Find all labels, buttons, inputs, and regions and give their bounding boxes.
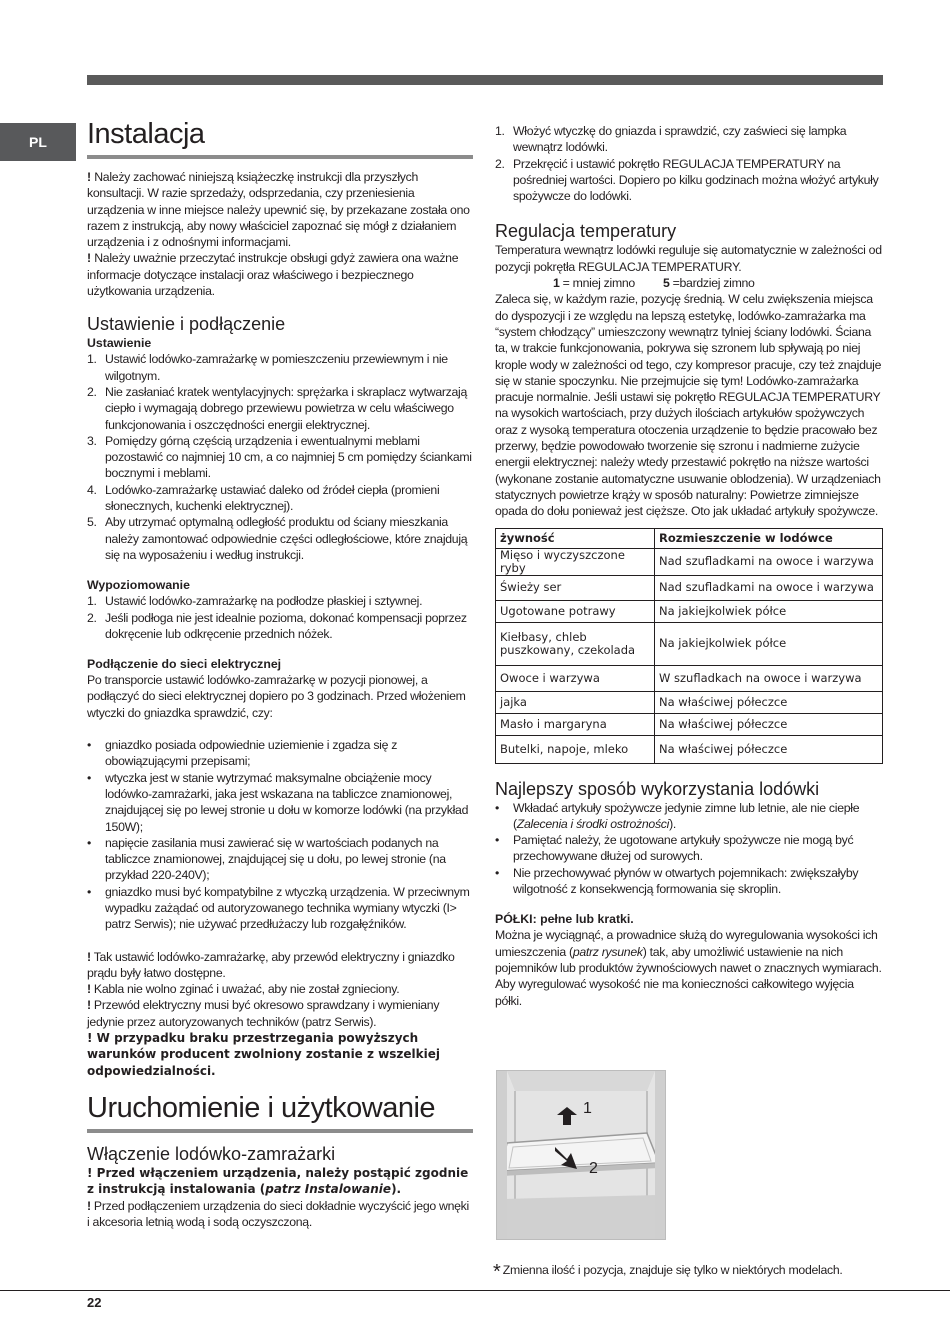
table-cell: Na właściwej półeczce <box>655 691 883 713</box>
list-item: • wtyczka jest w stanie wytrzymać maksymalne obciążenie mocy lodówko-zamrażarki, jaka jest wskazana na tabliczce znamionowej, znajdującej się po lewej stronie u dołu w komorze lodówki (na przykład 150W); <box>87 770 469 834</box>
list-item: 3. Pomiędzy górną częścią urządzenia i ewentualnymi meblami pozostawić co najmniej 10 cm, a co najmniej 5 cm pomiędzy ściankami bocznymi i meblami. <box>87 433 472 481</box>
temperature-paragraph-1: Temperatura wewnątrz lodówki reguluje się automatycznie w zależności od pozycji pokrętła REGULACJA TEMPERATURY. <box>495 243 882 274</box>
table-cell: Na jakiejkolwiek półce <box>655 622 883 665</box>
table-cell: Masło i margaryna <box>496 713 655 735</box>
page-number: 22 <box>87 1295 102 1310</box>
start-list <box>495 123 883 204</box>
switch-on-paragraph-1: ! Przed włączeniem urządzenia, należy postąpić zgodnie z instrukcją instalowania (patrz Instalowanie). <box>87 1165 469 1197</box>
section-title-installation: Instalacja <box>87 117 473 159</box>
section-title-startup: Uruchomienie i użytkowanie <box>87 1091 473 1133</box>
figure-label-2: 2 <box>589 1160 598 1177</box>
table-cell: W szufladkach na owoce i warzywa <box>655 665 883 691</box>
list-item: 2. Nie zasłaniać kratek wentylacyjnych: sprężarka i skraplacz wytwarzają ciepło i wymagają dobrego przewiewu powietrza w celu właściwego funkcjonowania i oszczędności energii elektrycznej. <box>87 384 468 432</box>
list-item: 1. Ustawić lodówko-zamrażarkę w pomieszczeniu przewiewnym i nie wilgotnym. <box>87 352 448 383</box>
subsection-title-temperature: Regulacja temperatury <box>495 221 677 242</box>
table-row <box>496 665 883 691</box>
table-row <box>496 575 883 600</box>
electrical-paragraph: Po transporcie ustawić lodówko-zamrażarkę w pozycji pionowej, a podłączyć do sieci elektrycznej dopiero po 3 godzinach. Przed włożeniem wtyczki do gniazdka sprawdzić, czy: <box>87 673 466 720</box>
electrical-checklist <box>87 737 473 933</box>
list-item: • Nie przechowywać płynów w otwartych pojemnikach: zwiększałyby wilgotność z konsekwencją formowania się skroplin. <box>495 865 859 897</box>
table-row <box>496 548 883 575</box>
switch-on-paragraph-2: ! Przed podłączeniem urządzenia do sieci dokładnie wyczyścić jego wnęki i akcesoria letnią wodą i sodą oczyszczoną. <box>87 1198 469 1229</box>
list-item: • Pamiętać należy, że ugotowane artykuły spożywcze nie mogą być przechowywane dłużej od surowych. <box>495 833 854 864</box>
intro-paragraph-2: ! Należy uważnie przeczytać instrukcje obsługi gdyż zawiera ona ważne informacje dotyczące instalacji oraz właściwego i bezpiecznego użytkowania urządzenia. <box>87 251 459 299</box>
table-cell: Świeży ser <box>496 575 655 600</box>
intro-paragraph-1: ! Należy zachować niniejszą książeczkę instrukcji dla przyszłych konsultacji. W razie sprzedaży, odsprzedania, czy przeniesienia urządzenia w inne miejsce należy upewnić się, by przekazane została ono razem z instrukcją, aby nowy właściciel zapoznać się mógł z działaniem urządzenia i z odnośnymi informacjami. <box>87 170 470 250</box>
warning-2: ! Kabla nie wolno zginać i uważać, aby nie został zgnieciony. <box>87 982 400 997</box>
list-item: 2. Przekręcić i ustawić pokrętło REGULACJA TEMPERATURY na pośredniej wartości. Dopiero po kilku godzinach można włożyć artykuły spożywcze do lodówki. <box>495 156 879 204</box>
subsection-title-switch-on: Włączenie lodówko-zamrażarki <box>87 1143 336 1164</box>
right-column <box>495 123 883 1009</box>
table-cell: Na właściwej półeczce <box>655 735 883 763</box>
placement-subheading: Ustawienie <box>87 336 152 351</box>
best-use-list <box>495 800 883 898</box>
list-item: • gniazdko musi być kompatybilne z wtyczką urządzenia. W przeciwnym wypadku zażądać od autoryzowanego technika wymiany wtyczki (I> patrz Serwis); nie używać przedłużaczy lub rozgałęźników. <box>87 884 470 932</box>
left-column <box>87 117 473 1230</box>
list-item: 1. Ustawić lodówko-zamrażarkę na podłodze płaskiej i sztywnej. <box>87 594 423 609</box>
table-cell: Nad szufladkami na owoce i warzywa <box>655 575 883 600</box>
subsection-title-best-use: Najlepszy sposób wykorzystania lodówki <box>495 778 820 799</box>
table-cell: jajka <box>496 691 655 713</box>
list-item: 2. Jeśli podłoga nie jest idealnie pozioma, dokonać kompensacji poprzez dokręcenie lub odkręcenie przednich nóżek. <box>87 610 467 641</box>
table-cell: Owoce i warzywa <box>496 665 655 691</box>
placement-list <box>87 351 473 563</box>
table-cell: Ugotowane potrawy <box>496 600 655 622</box>
top-rule <box>87 75 883 85</box>
warning-1: ! Tak ustawić lodówko-zamrażarkę, aby przewód elektryczny i gniazdko prądu były łatwo dostępne. <box>87 949 455 980</box>
figure-label-1: 1 <box>583 1100 592 1117</box>
table-row <box>496 691 883 713</box>
list-item: 4. Lodówko-zamrażarkę ustawiać daleko od źródeł ciepła (promieni słonecznych, kuchenki elektrycznej). <box>87 482 440 514</box>
table-cell: Nad szufladkami na owoce i warzywa <box>655 548 883 575</box>
warning-4: ! W przypadku braku przestrzegania powyższych warunków producent zwolniony zostanie z wszelkiej odpowiedzialności. <box>87 1031 440 1078</box>
electrical-heading: Podłączenie do sieci elektrycznej <box>87 657 282 672</box>
leveling-heading: Wypoziomowanie <box>87 578 190 593</box>
leveling-list <box>87 593 473 642</box>
subsection-title-placement: Ustawienie i podłączenie <box>87 314 286 335</box>
shelf-figure <box>496 1070 666 1240</box>
table-row <box>496 713 883 735</box>
table-cell: Butelki, napoje, mleko <box>496 735 655 763</box>
footer-rule <box>0 1290 950 1291</box>
table-row <box>496 735 883 763</box>
list-item: 1. Włożyć wtyczkę do gniazda i sprawdzić, czy zaświeci się lampka wewnątrz lodówki. <box>495 124 847 155</box>
temperature-paragraph-2: Zaleca się, w każdym razie, pozycję średnią. W celu zwiększenia miejsca do dyspozycji i ze względu na lepszą estetykę, lodówko-zamrażarka ma “system chłodzący” umieszczony wewnątrz tylniej ściany lodówki. Ściana ta, w trakcie funkcjonowania, pokrywa się szronem lub spływają po niej krople wody w zależności od tego, czy kompresor pracuje, czy też znajduje się w stanie spoczynku. Nie przejmujcie się tym! Lodówko-zamrażarka pracuje normalnie. Jeśli ustawi się pokrętło REGULACJA TEMPERATURY na wysokich wartościach, przy dużych ilościach artykułów spożywczych oraz z wysoką temperatura otoczenia urządzenie to będzie pracowało bez przerwy, będzie powodowało tworzenie się szronu i nadmierne zużycie energii elektrycznej: należy wtedy przestawić pokrętło na niższe wartości (wykonane zostanie automatyczne usuwanie oblodzenia). W urządzeniach statycznych powietrze krąży w sposób naturalny: Powietrze zimniejsze opada do dołu ponieważ jest cięższe. Oto jak układać artykuły spożywcze. <box>495 292 882 519</box>
list-item: • Wkładać artykuły spożywcze jedynie zimne lub letnie, ale nie ciepłe (Zalecenia i środki ostrożności). <box>495 800 860 831</box>
language-tab: PL <box>0 123 76 161</box>
table-cell: Na właściwej półeczce <box>655 713 883 735</box>
table-header: żywność <box>496 528 655 548</box>
list-item: • gniazdko posiada odpowiednie uziemienie i zgadza się z obowiązującymi przepisami; <box>87 738 398 769</box>
table-row <box>496 622 883 665</box>
shelves-paragraph: Można je wyciągnąć, a prowadnice służą do wyregulowania wysokości ich umieszczenia (patrz rysunek) tak, aby umożliwić ustawienie na nich pojemników lub produktów żywnościowych nawet o znacznych wymiarach. Aby wyregulować wysokość nie ma konieczności całkowitego wyjęcia półki. <box>495 928 882 1008</box>
warning-3: ! Przewód elektryczny musi być okresowo sprawdzany i wymieniany jedynie przez autoryzowanych techników (patrz Serwis). <box>87 998 440 1029</box>
temperature-scale: 1 = mniej zimno 5 =bardziej zimno <box>553 276 755 291</box>
shelves-heading: PÓŁKI: pełne lub kratki. <box>495 912 634 927</box>
table-cell: Kiełbasy, chleb puszkowany, czekolada <box>496 622 655 665</box>
table-cell: Mięso i wyczyszczone ryby <box>496 548 655 575</box>
table-header-row <box>496 528 883 548</box>
food-placement-table <box>495 528 883 764</box>
list-item: • napięcie zasilania musi zawierać się w wartościach podanych na tabliczce znamionowej, znajdującej się u dołu, po lewej stronie (na przykład 220-240V); <box>87 835 446 883</box>
footnote: * Zmienna ilość i pozycja, znajduje się tylko w niektórych modelach. <box>493 1261 843 1283</box>
table-cell: Na jakiejkolwiek półce <box>655 600 883 622</box>
shelf-illustration <box>497 1071 665 1239</box>
list-item: 5. Aby utrzymać optymalną odległość produktu od ściany mieszkania należy zamontować odpowiednie części odległościowe, które znajdują się na wyposażeniu i według instrukcji. <box>87 515 468 562</box>
table-row <box>496 600 883 622</box>
table-header: Rozmieszczenie w lodówce <box>655 528 883 548</box>
